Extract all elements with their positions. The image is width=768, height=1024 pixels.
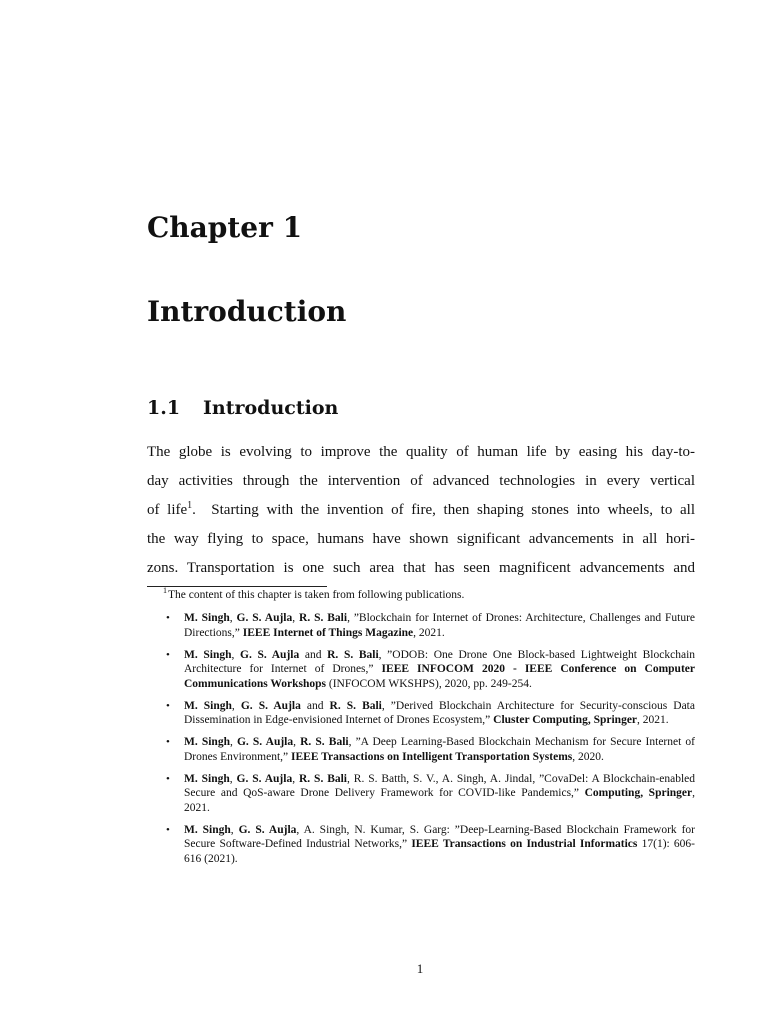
bullet-icon: •: [166, 823, 170, 836]
bullet-icon: •: [166, 648, 170, 661]
publication-emphasis: IEEE INFOCOM 2020 - IEEE Conference on Computer Communications Workshops: [184, 663, 695, 690]
publication-emphasis: G. S. Aujla: [238, 823, 297, 836]
publication-text: and: [299, 648, 328, 661]
publication-text: ,: [231, 648, 241, 661]
publication-item: [166, 735, 695, 764]
bullet-icon: •: [166, 699, 170, 712]
publication-emphasis: IEEE Transactions on Intelligent Transportation Systems: [291, 750, 573, 763]
body-line: of life$^1$. Starting with the invention of fire, then shaping stones into wheels, to all: [147, 500, 695, 518]
publication-emphasis: M. Singh: [184, 699, 232, 712]
publication-text: , ”Derived Blockchain Architecture for Security-conscious Data Dissemination in Edge-envisioned Internet of Drones Ecosystem,”: [184, 699, 695, 726]
publication-text: 17(1): 606-616 (2021).: [184, 838, 696, 865]
publication-item: [166, 699, 695, 728]
bullet-icon: •: [166, 612, 170, 624]
publication-text: ,: [293, 736, 301, 748]
publication-text: , ”Blockchain for Internet of Drones: Architecture, Challenges and Future Directions,”: [184, 612, 696, 639]
section-number: 1.1: [147, 397, 181, 419]
body-line: zons. Transportation is one such area that has seen magnificent advancements and: [147, 560, 695, 576]
footnote-reference[interactable]: 1: [187, 500, 193, 511]
publication-emphasis: M. Singh: [184, 612, 230, 624]
publication-text: and: [300, 699, 330, 712]
publication-text: , 2021.: [184, 787, 695, 814]
bullet-icon: •: [166, 736, 170, 748]
bullet-icon: •: [166, 772, 170, 785]
publication-emphasis: M. Singh: [184, 736, 230, 748]
footnote-intro: [147, 588, 695, 603]
publication-emphasis: R. S. Bali: [299, 612, 348, 624]
publication-emphasis: R. S. Bali: [300, 736, 349, 748]
publication-emphasis: M. Singh: [184, 648, 232, 661]
publication-emphasis: Computing, Springer: [584, 787, 693, 799]
publication-emphasis: R. S. Bali: [327, 648, 379, 661]
publication-emphasis: IEEE Transactions on Industrial Informatics: [411, 838, 638, 850]
body-paragraph: [147, 438, 695, 583]
publication-emphasis: R. S. Bali: [298, 772, 348, 785]
publication-text: , ”A Deep Learning-Based Blockchain Mechanism for Secure Internet of Drones Environment,”: [184, 736, 695, 763]
publication-emphasis: G. S. Aujla: [240, 648, 300, 661]
publication-text: ,: [231, 699, 241, 712]
page-number: 1: [416, 961, 424, 976]
body-line: the way flying to space, humans have shown significant advancements in all hori-: [147, 531, 695, 547]
publication-text: , ”ODOB: One Drone One Block-based Lightweight Blockchain Architecture for Internet of Drones,”: [184, 648, 696, 675]
publication-text: , 2021.: [637, 714, 669, 726]
publication-item: [166, 648, 695, 692]
publication-emphasis: G. S. Aujla: [236, 736, 294, 748]
publication-item: [166, 772, 695, 816]
publication-emphasis: Cluster Computing, Springer: [493, 714, 638, 726]
publication-text: ,: [229, 612, 237, 624]
footnote-mark: 1: [163, 586, 167, 596]
chapter-title: Introduction: [147, 295, 347, 328]
publication-emphasis: G. S. Aujla: [236, 772, 293, 785]
body-line: The globe is evolving to improve the quality of human life by easing his day-to-: [147, 444, 695, 460]
publication-text: , A. Singh, N. Kumar, S. Garg: ”Deep-Learning-Based Blockchain Framework for Secure Software-Defined Industrial Networks,”: [184, 823, 696, 850]
footnote-intro-text: The content of this chapter is taken from following publications.: [168, 589, 465, 601]
publication-emphasis: G. S. Aujla: [236, 612, 293, 624]
publication-item: [166, 823, 695, 867]
publication-text: ,: [229, 736, 237, 748]
section-heading: [147, 394, 338, 422]
publication-text: (INFOCOM WKSHPS), 2020, pp. 249-254.: [325, 677, 532, 690]
publication-text: , 2020.: [572, 750, 604, 763]
publication-emphasis: IEEE Internet of Things Magazine: [242, 626, 414, 639]
publication-emphasis: G. S. Aujla: [240, 699, 301, 712]
publication-text: ,: [292, 612, 300, 624]
chapter-label: Chapter 1: [147, 211, 303, 244]
publication-text: ,: [292, 772, 299, 785]
footnote-divider: [147, 586, 327, 587]
publication-text: , 2021.: [413, 626, 445, 639]
publication-list: [166, 611, 695, 874]
publication-emphasis: R. S. Bali: [329, 699, 382, 712]
body-line: day activities through the intervention of advanced technologies in every vertical: [147, 473, 695, 489]
section-title: Introduction: [203, 397, 339, 419]
publication-emphasis: M. Singh: [184, 823, 231, 836]
publication-text: , R. S. Batth, S. V., A. Singh, A. Jindal, ”CovaDel: A Blockchain-enabled Secure and QoS-aware Drone Delivery Framework for COVID-like Pandemics,”: [184, 772, 696, 799]
publication-item: [166, 611, 695, 640]
publication-emphasis: M. Singh: [184, 772, 230, 785]
publication-text: ,: [230, 823, 239, 836]
publication-text: ,: [229, 772, 237, 785]
